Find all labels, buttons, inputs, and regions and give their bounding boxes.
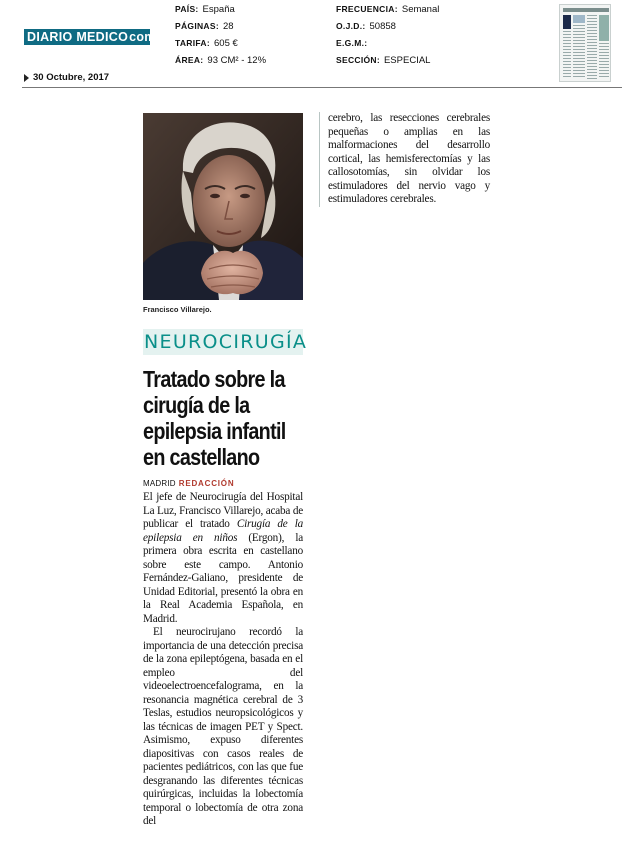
article-column-2: cerebro, las resecciones cerebrales pequeñas o amplias en las malformaciones del desarrollo cortical, las hemisferectomías y las callosotomías, sin olvidar los estimuladores del nervio vago y estimuladores cerebrales.	[328, 112, 490, 205]
paragraph: El jefe de Neurocirugía del Hospital La Luz, Francisco Villarejo, acaba de publicar el tratado Cirugía de la epilepsia en niños (Ergon), la primera obra escrita en castellano sobre este campo. Antonio Fernández-Galiano, presidente de Unidad Editorial, presentó la obra en la Real Academia Española, en Madrid.	[143, 491, 303, 625]
byline-source: REDACCIÓN	[178, 479, 235, 488]
meta-egm: E.G.M.:	[336, 38, 368, 48]
byline-city: MADRID	[143, 479, 176, 488]
header-divider	[22, 87, 622, 88]
author-photo	[143, 113, 303, 300]
section-tag: NEUROCIRUGÍA	[144, 331, 308, 353]
photo-caption: Francisco Villarejo.	[143, 305, 212, 314]
logo-text: DIARIO MEDICO	[27, 30, 129, 44]
headline-line: cirugía de la	[143, 392, 250, 418]
headline-line: Tratado sobre la	[143, 366, 285, 392]
book-title: Cirugía de la epilepsia en niños	[143, 518, 303, 544]
article-headline	[143, 366, 306, 470]
meta-frequency: FRECUENCIA: Semanal	[336, 4, 440, 15]
byline	[143, 479, 234, 488]
play-arrow-icon	[24, 74, 29, 82]
meta-country: PAÍS: España	[175, 4, 235, 15]
meta-area: ÁREA: 93 CM² - 12%	[175, 55, 267, 66]
meta-rate: TARIFA: 605 €	[175, 38, 238, 49]
publication-date: 30 Octubre, 2017	[24, 72, 109, 83]
logo-tail: com	[129, 30, 156, 44]
author-portrait	[143, 113, 303, 300]
headline-line: epilepsia infantil	[143, 418, 286, 444]
page-thumbnail	[559, 4, 611, 82]
paragraph: El neurocirujano recordó la importancia de una detección precisa de la zona epileptógena, basada en el empleo del videoelectroencefalograma, en la resonancia magnética cerebral de 3 Teslas, estudios neuropsicológicos y las técnicas de imagen PET y Spect. Asimismo, expuso diferentes diapositivas con casos reales de pacientes pediátricos, con las que fue desgranando las diferentes técnicas quirúrgicas, incluidas la lobectomía temporal o lobectomía de otra zona del	[143, 626, 303, 827]
meta-section: SECCIÓN: ESPECIAL	[336, 55, 431, 66]
headline-line: en castellano	[143, 444, 260, 470]
article-body	[143, 491, 303, 829]
publication-logo	[24, 29, 156, 45]
meta-pages: PÁGINAS: 28	[175, 21, 234, 32]
column-divider	[319, 112, 320, 207]
meta-ojd: O.J.D.: 50858	[336, 21, 396, 32]
